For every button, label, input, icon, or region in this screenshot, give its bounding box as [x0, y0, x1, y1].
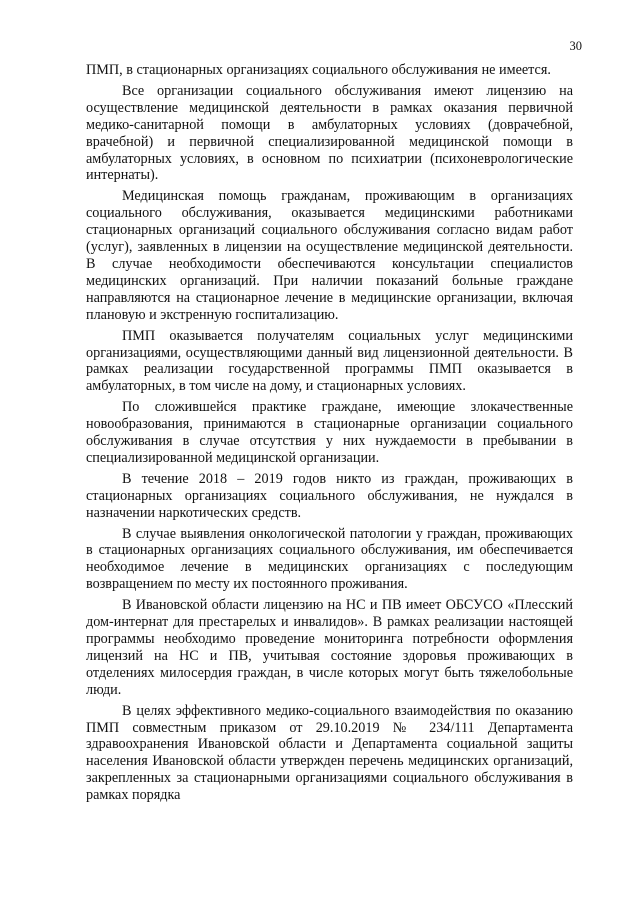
page-number: 30	[569, 39, 582, 53]
paragraph: В течение 2018 – 2019 годов никто из граждан, проживающих в стационарных организациях социального обслуживания, не нуждался в назначении наркотических средств.	[86, 470, 573, 521]
document-body	[86, 62, 573, 808]
paragraph: В целях эффективного медико-социального взаимодействия по оказанию ПМП совместным приказом от 29.10.2019 № 234/111 Департамента здравоохранения Ивановской области и Департамента социальной защиты населения Ивановской области утвержден перечень медицинских организаций, закрепленных за стационарными организациями социального обслуживания в рамках порядка	[86, 702, 573, 804]
paragraph: По сложившейся практике граждане, имеющие злокачественные новообразования, принимаются в стационарные организации социального обслуживания в случае отсутствия у них нуждаемости в пребывании в специализированной медицинской организации.	[86, 399, 573, 466]
paragraph: В Ивановской области лицензию на НС и ПВ имеет ОБСУСО «Плесский дом-интернат для престарелых и инвалидов». В рамках реализации настоящей программы необходимо проведение мониторинга потребности оформления лицензий на НС и ПВ, учитывая состояние здоровья проживающих в отделениях милосердия граждан, в числе которых могут быть тяжелобольные люди.	[86, 597, 573, 698]
paragraph: ПМП, в стационарных организациях социального обслуживания не имеется.	[86, 62, 551, 78]
paragraph: В случае выявления онкологической патологии у граждан, проживающих в стационарных организациях социального обслуживания, им обеспечивается необходимое лечение в медицинских организациях с последующим возвращением по месту их постоянного проживания.	[86, 525, 573, 593]
paragraph: ПМП оказывается получателям социальных услуг медицинскими организациями, осуществляющими данный вид лицензионной деятельности. В рамках реализации государственной программы ПМП оказывается в амбулаторных, в том числе на дому, и стационарных условиях.	[86, 327, 573, 395]
paragraph: Медицинская помощь гражданам, проживающим в организациях социального обслуживания, оказывается медицинскими работниками стационарных организаций социального обслуживания согласно видам работ (услуг), заявленных в лицензии на осуществление медицинской деятельности. В случае необходимости обеспечиваются консультации специалистов медицинских организаций. При наличии показаний больные граждане направляются на стационарное лечение в медицинские организации, включая плановую и экстренную госпитализацию.	[86, 188, 573, 323]
paragraph: Все организации социального обслуживания имеют лицензию на осуществление медицинской деятельности в рамках оказания первичной медико-санитарной помощи в амбулаторных условиях (доврачебной, врачебной) и первичной специализированной медицинской помощи в амбулаторных условиях, в основном по психиатрии (психоневрологические интернаты).	[86, 82, 573, 184]
